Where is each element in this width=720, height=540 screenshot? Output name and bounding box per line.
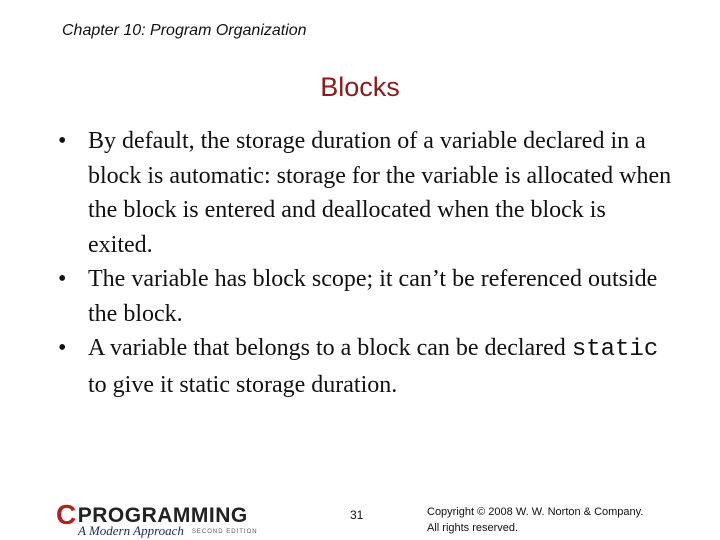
bullet-dot-icon: • <box>58 335 67 361</box>
bullet-list <box>56 124 676 402</box>
logo-subtitle-text: A Modern Approach <box>78 523 184 538</box>
bullet-item <box>56 262 676 331</box>
book-logo <box>56 497 266 539</box>
slide-title <box>0 72 720 103</box>
copyright-line-2: All rights reserved. <box>427 522 519 534</box>
bullet-text-after: to give it static storage duration. <box>88 371 398 398</box>
bullet-dot-icon: • <box>58 266 67 292</box>
logo-c-letter: C <box>56 499 77 530</box>
copyright-line-1: Copyright © 2008 W. W. Norton & Company. <box>427 506 644 518</box>
bullet-item <box>56 331 676 402</box>
bullet-text: The variable has block scope; it can’t be referenced outside the block. <box>88 266 658 327</box>
page-number: 31 <box>350 508 364 522</box>
copyright-notice <box>427 504 643 536</box>
logo-edition: SECOND EDITION <box>191 529 258 536</box>
slide-title-text: Blocks <box>320 72 400 102</box>
chapter-header: Chapter 10: Program Organization <box>62 22 307 39</box>
code-keyword: static <box>571 336 659 363</box>
bullet-text: By default, the storage duration of a variable declared in a block is automatic: storage for the variable is allocated when the block is entered and deallocated when the block is exited. <box>88 128 672 258</box>
bullet-item <box>56 124 676 262</box>
bullet-text-before: A variable that belongs to a block can be declared <box>88 335 572 361</box>
logo-word: PROGRAMMING <box>77 504 248 527</box>
bullet-dot-icon: • <box>58 128 67 154</box>
logo-subtitle <box>78 523 258 539</box>
